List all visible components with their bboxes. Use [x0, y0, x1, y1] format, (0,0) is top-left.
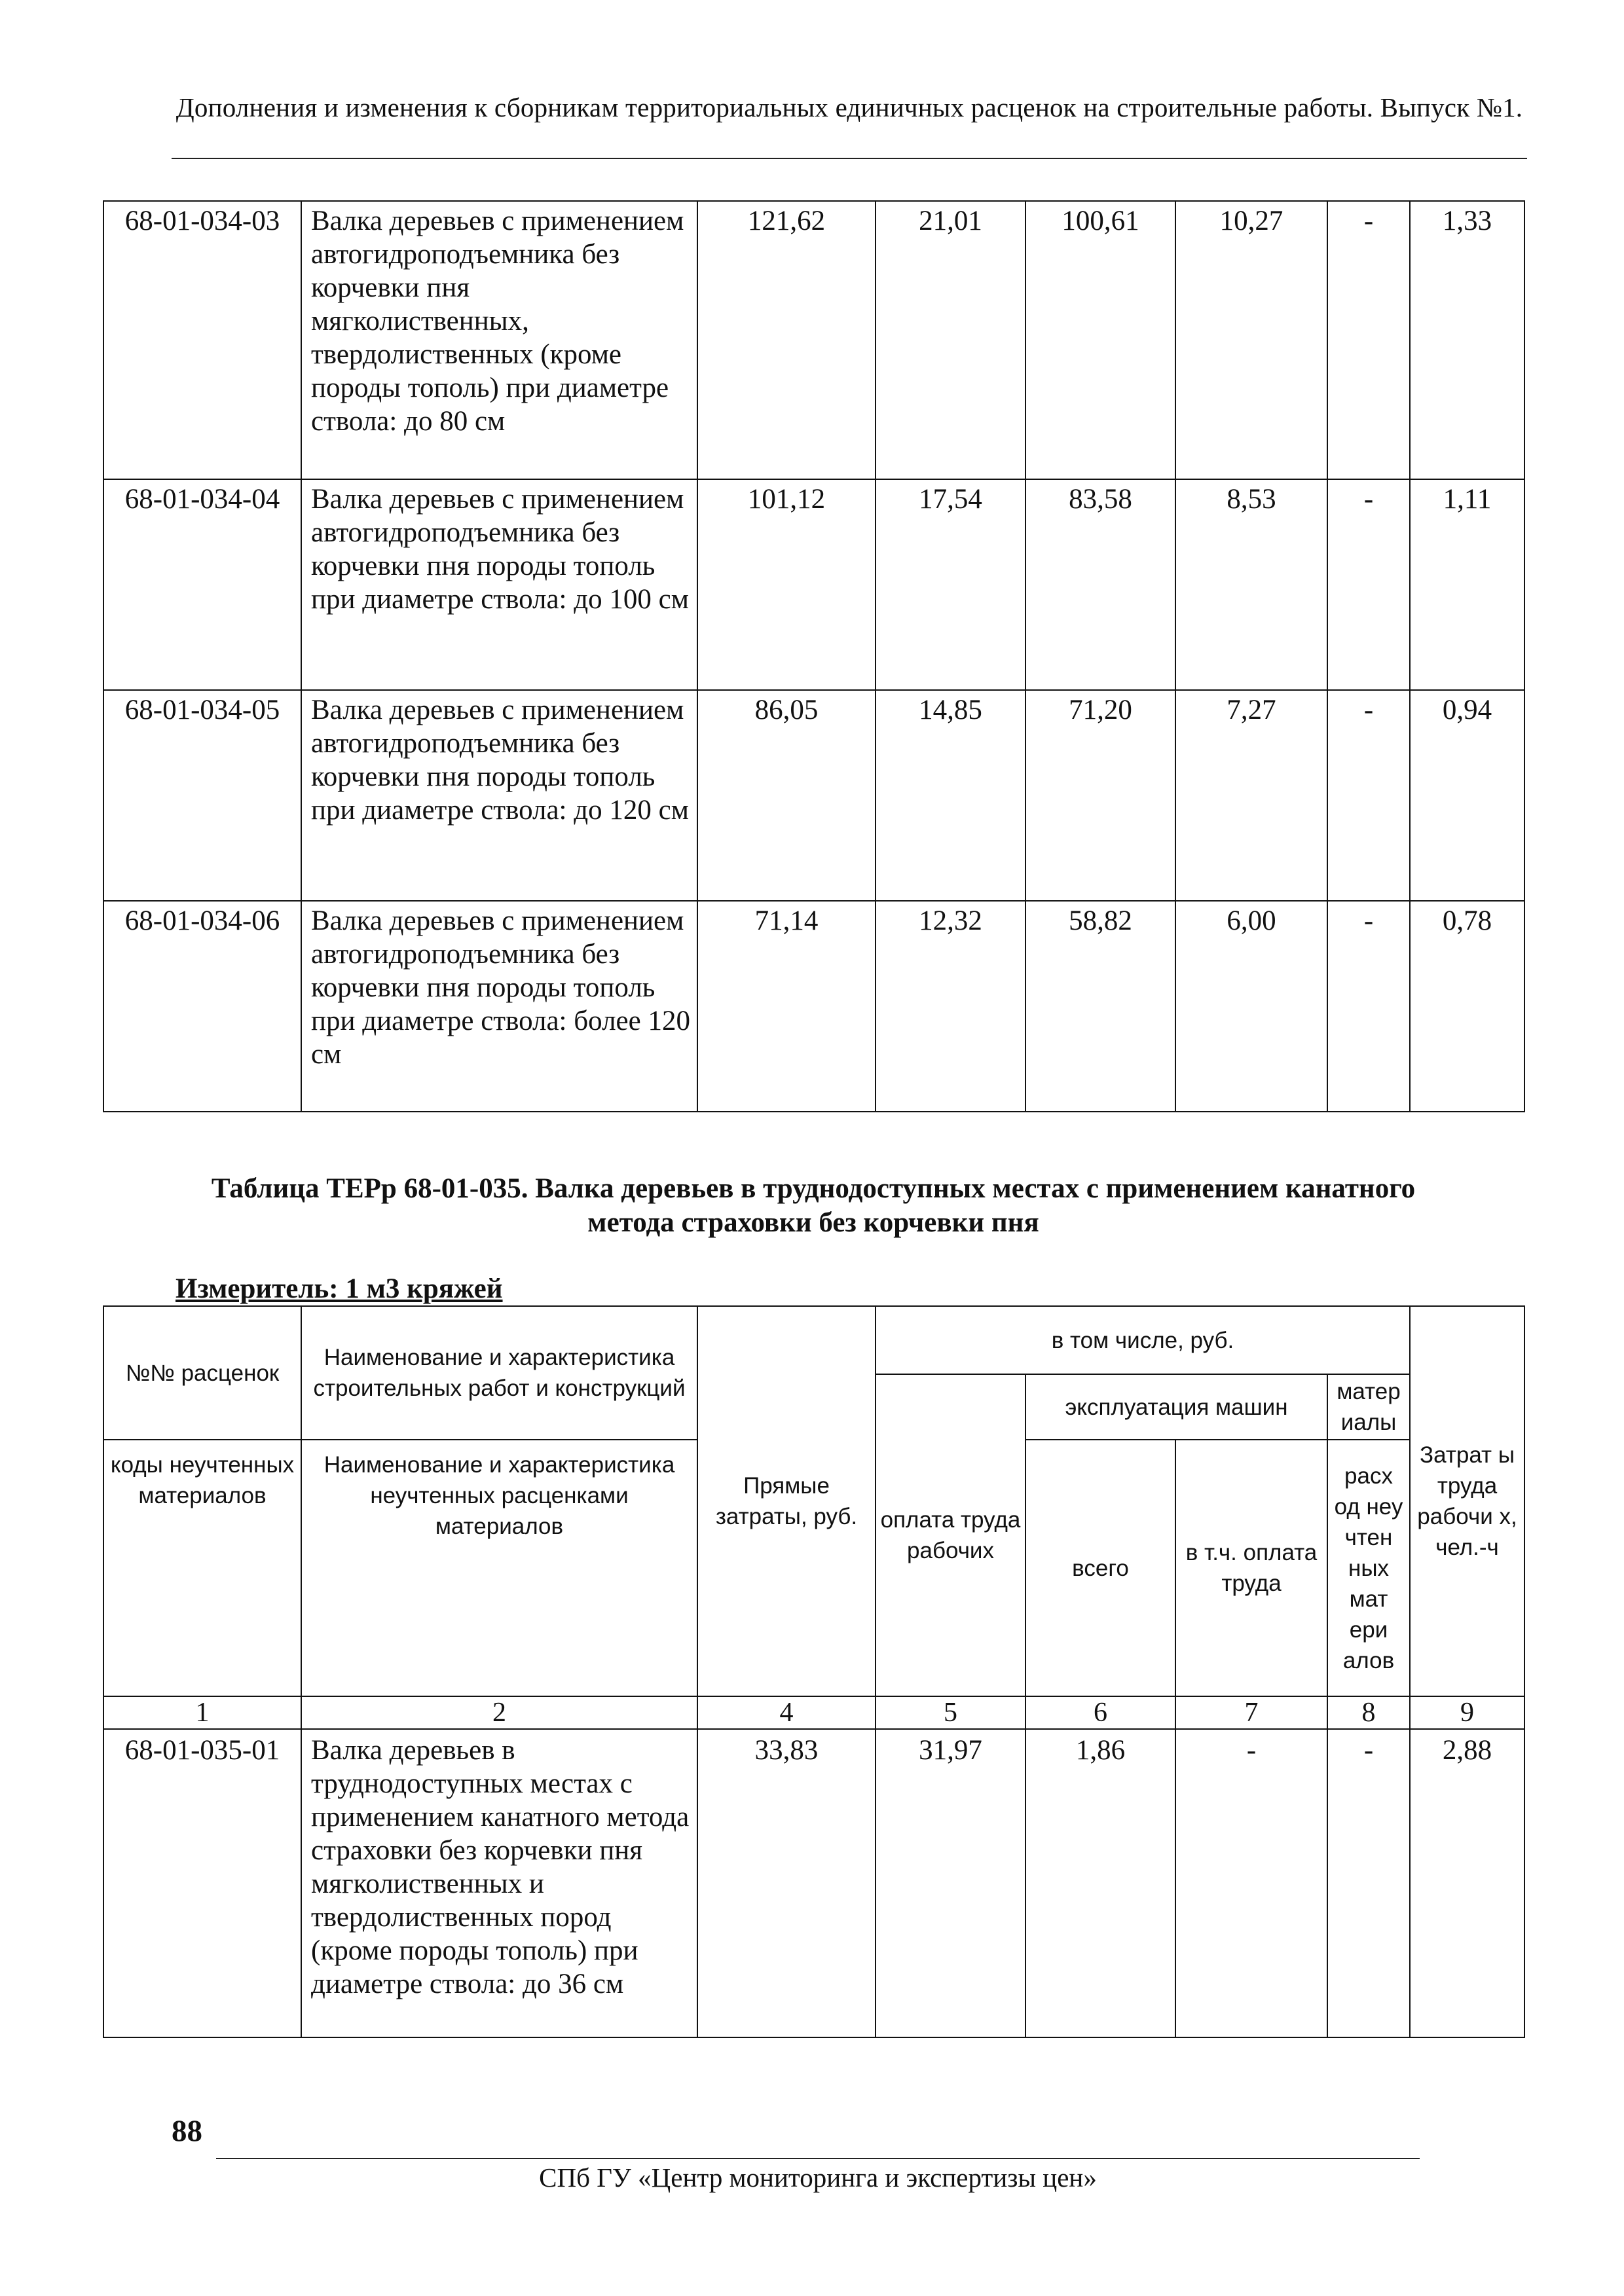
- column-number: 4: [697, 1696, 876, 1729]
- materials-value: -: [1327, 690, 1410, 901]
- machine-total-value: 71,20: [1025, 690, 1175, 901]
- direct-costs-value: 121,62: [697, 201, 876, 479]
- header-labor-costs: Затрат ы труда рабочи х, чел.-ч: [1410, 1306, 1524, 1696]
- materials-value: -: [1327, 901, 1410, 1112]
- rates-table-continued: [103, 200, 1525, 1112]
- table-row: [103, 1729, 1524, 2037]
- table-caption-line: Таблица ТЕРр 68-01-035. Валка деревьев в труднодоступных местах с применением канатного: [211, 1173, 1416, 1204]
- labor-hours-value: 2,88: [1410, 1729, 1524, 2037]
- rate-code: 68-01-034-05: [103, 690, 301, 901]
- header-including: в том числе, руб.: [876, 1306, 1410, 1374]
- machine-total-value: 83,58: [1025, 479, 1175, 690]
- header-rate-number: №№ расценок: [103, 1306, 301, 1440]
- table-row: [103, 690, 1524, 901]
- header-labor-pay: оплата труда рабочих: [876, 1374, 1025, 1696]
- machine-total-value: 58,82: [1025, 901, 1175, 1112]
- rate-name: Валка деревьев с применением автогидроподъемника без корчевки пня породы тополь при диаметре ствола: до 120 см: [301, 690, 697, 901]
- materials-value: -: [1327, 479, 1410, 690]
- page-header: Дополнения и изменения к сборникам территориальных единичных расценок на строительные работы. Выпуск №1.: [175, 92, 1523, 122]
- machine-total-value: 100,61: [1025, 201, 1175, 479]
- labor-pay-value: 12,32: [876, 901, 1025, 1112]
- rate-code: 68-01-034-06: [103, 901, 301, 1112]
- labor-pay-value: 14,85: [876, 690, 1025, 901]
- header-material-names: Наименование и характеристика неучтенных расценками материалов: [301, 1440, 697, 1696]
- rate-code: 68-01-034-04: [103, 479, 301, 690]
- column-number: 7: [1175, 1696, 1327, 1729]
- machine-labor-value: 6,00: [1175, 901, 1327, 1112]
- table-row: [103, 201, 1524, 479]
- header-machine-total: всего: [1025, 1440, 1175, 1696]
- materials-value: -: [1327, 1729, 1410, 2037]
- table-caption: [103, 1172, 1524, 1240]
- column-number: 8: [1327, 1696, 1410, 1729]
- labor-pay-value: 21,01: [876, 201, 1025, 479]
- header-direct-costs: Прямые затраты, руб.: [697, 1306, 876, 1696]
- rate-name: Валка деревьев с применением автогидроподъемника без корчевки пня мягколиственных, твердолиственных (кроме породы тополь) при диаметре ствола: до 80 см: [301, 201, 697, 479]
- labor-hours-value: 1,33: [1410, 201, 1524, 479]
- direct-costs-value: 101,12: [697, 479, 876, 690]
- footer-organization: СПб ГУ «Центр мониторинга и экспертизы цен»: [539, 2162, 1097, 2193]
- rate-code: 68-01-035-01: [103, 1729, 301, 2037]
- column-number: 6: [1025, 1696, 1175, 1729]
- labor-hours-value: 1,11: [1410, 479, 1524, 690]
- column-number: 1: [103, 1696, 301, 1729]
- labor-pay-value: 31,97: [876, 1729, 1025, 2037]
- column-number: 5: [876, 1696, 1025, 1729]
- materials-value: -: [1327, 201, 1410, 479]
- labor-pay-value: 17,54: [876, 479, 1025, 690]
- column-number: 9: [1410, 1696, 1524, 1729]
- rate-code: 68-01-034-03: [103, 201, 301, 479]
- table-caption-line: метода страховки без корчевки пня: [587, 1207, 1039, 1238]
- machine-total-value: 1,86: [1025, 1729, 1175, 2037]
- header-machine-operation: эксплуатация машин: [1025, 1374, 1327, 1440]
- table-row: [103, 901, 1524, 1112]
- machine-labor-value: 8,53: [1175, 479, 1327, 690]
- header-work-name: Наименование и характеристика строительных работ и конструкций: [301, 1306, 697, 1440]
- column-number: 2: [301, 1696, 697, 1729]
- machine-labor-value: 7,27: [1175, 690, 1327, 901]
- header-rule: [172, 158, 1527, 159]
- page-number: 88: [172, 2114, 202, 2148]
- rate-name: Валка деревьев в труднодоступных местах с применением канатного метода страховки без корчевки пня мягколиственных и твердолиственных пород (кроме породы тополь) при диаметре ствола: до 36 см: [301, 1729, 697, 2037]
- labor-hours-value: 0,94: [1410, 690, 1524, 901]
- header-material-codes: коды неучтенных материалов: [103, 1440, 301, 1696]
- machine-labor-value: 10,27: [1175, 201, 1327, 479]
- measurement-unit: Измеритель: 1 м3 кряжей: [175, 1273, 503, 1304]
- rates-table: [103, 1305, 1525, 2038]
- column-number-row: [103, 1696, 1524, 1729]
- direct-costs-value: 71,14: [697, 901, 876, 1112]
- direct-costs-value: 86,05: [697, 690, 876, 901]
- table-row: [103, 479, 1524, 690]
- rate-name: Валка деревьев с применением автогидроподъемника без корчевки пня породы тополь при диаметре ствола: более 120 см: [301, 901, 697, 1112]
- footer-rule: [216, 2158, 1420, 2159]
- labor-hours-value: 0,78: [1410, 901, 1524, 1112]
- header-machine-labor: в т.ч. оплата труда: [1175, 1440, 1327, 1696]
- header-materials: матер иалы: [1327, 1374, 1410, 1440]
- header-unaccounted-materials: расх од неу чтен ных мат ери алов: [1327, 1440, 1410, 1696]
- machine-labor-value: -: [1175, 1729, 1327, 2037]
- direct-costs-value: 33,83: [697, 1729, 876, 2037]
- rate-name: Валка деревьев с применением автогидроподъемника без корчевки пня породы тополь при диаметре ствола: до 100 см: [301, 479, 697, 690]
